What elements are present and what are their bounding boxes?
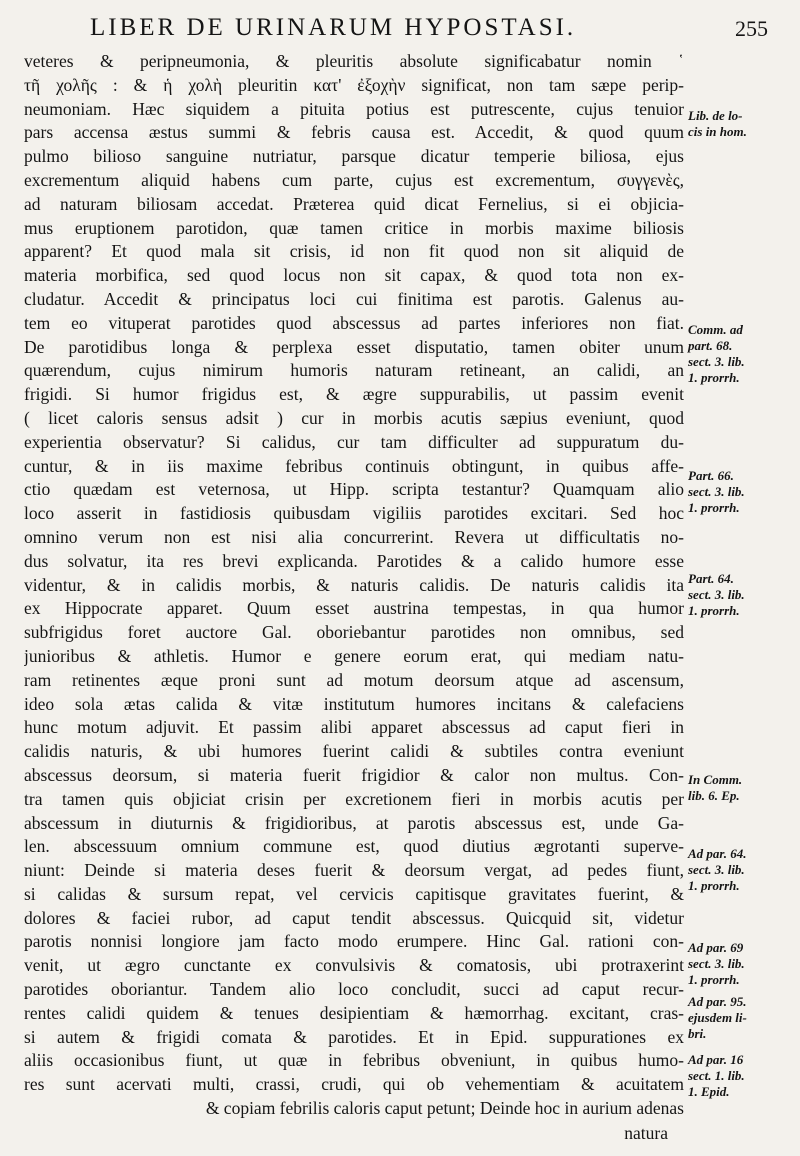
text-line: abscessum in diuturnis & frigidioribus, at parotis abscessus est, unde Ga-: [24, 812, 684, 833]
margin-note-line: 1. prorrh.: [688, 972, 740, 987]
text-line: si autem & frigidi comata & parotides. Et in Epid. suppurationes ex: [24, 1026, 684, 1047]
text-line: ideo sola ætas calida & vitæ institutum humores incitans & calefaciens: [24, 693, 684, 714]
margin-note-line: 1. Epid.: [688, 1084, 730, 1099]
margin-note-line: 1. prorrh.: [688, 370, 740, 385]
text-line: ( licet caloris sensus adsit ) cur in morbis acutis sæpius eveniunt, quod: [24, 407, 684, 428]
text-line: tra tamen quis objiciat crisin per excretionem fieri in morbis acutis per: [24, 788, 684, 809]
margin-note-line: Ad par. 16: [688, 1052, 744, 1067]
catchword: natura: [624, 1123, 668, 1143]
margin-note-line: In Comm.: [688, 772, 743, 787]
margin-note: [688, 571, 796, 619]
margin-note-line: 1. prorrh.: [688, 603, 740, 618]
margin-note-line: Part. 64.: [688, 571, 734, 586]
text-line: De parotidibus longa & perplexa esset disputatio, tamen obiter unum: [24, 336, 684, 357]
text-line: dolores & faciei rubor, ad caput tendit abscessus. Quicquid sit, videtur: [24, 907, 684, 928]
margin-note-line: sect. 3. lib.: [688, 354, 745, 369]
margin-note: [688, 108, 796, 140]
text-line: cludatur. Accedit & principatus loci cui finitima est parotis. Galenus au-: [24, 288, 684, 309]
text-line: subfrigidus foret auctore Gal. oboriebantur parotides non omnibus, sed: [24, 622, 684, 643]
text-line: pars accensa æstus summi & febris causa est. Accedit, & quod quum: [24, 122, 684, 143]
text-line: venit, ut ægro cunctante ex convulsivis & comatosis, ubi protraxerint: [24, 955, 684, 976]
margin-note-line: cis in hom.: [688, 124, 747, 139]
margin-note-line: 1. prorrh.: [688, 500, 740, 515]
margin-note-line: sect. 3. lib.: [688, 956, 745, 971]
margin-note-line: sect. 1. lib.: [688, 1068, 745, 1083]
margin-note: [688, 468, 796, 516]
margin-note-line: part. 68.: [688, 338, 733, 353]
margin-note-line: sect. 3. lib.: [688, 484, 745, 499]
body-text: [24, 50, 684, 1121]
margin-note: [688, 322, 796, 386]
text-line: excrementum aliquid habens cum parte, cujus est excrementum, συγγενὲς,: [24, 169, 684, 190]
text-line: calidis naturis, & ubi humores fuerint calidi & subtiles contra eveniunt: [24, 741, 684, 762]
margin-note-line: sect. 3. lib.: [688, 587, 745, 602]
text-line: abscessus deorsum, si materia fuerit frigidior & calor non multus. Con-: [24, 764, 684, 785]
text-line: frigidi. Si humor frigidus est, & ægre suppurabilis, ut passim evenit: [24, 384, 684, 405]
margin-note-line: 1. prorrh.: [688, 878, 740, 893]
text-line: ex Hippocrate apparet. Quum esset austrina tempestas, in qua humor: [24, 598, 684, 619]
margin-note-line: Ad par. 69: [688, 940, 744, 955]
margin-note-line: lib. 6. Ep.: [688, 788, 740, 803]
margin-note-line: bri.: [688, 1026, 707, 1041]
text-line: veteres & peripneumonia, & pleuritis absolute significabatur nomin ῾: [24, 51, 684, 71]
text-line: loco asserit in fastidiosis quibusdam vigiliis parotides excitari. Sed hoc: [24, 503, 684, 524]
text-line: experientia observatur? Si calidus, cur tam difficulter ad suppuratum du-: [24, 431, 684, 452]
text-line: mus eruptionem parotidon, quæ tamen critice in morbis maxime biliosis: [24, 217, 684, 238]
text-line: & copiam febrilis caloris caput petunt; Deinde hoc in aurium adenas: [205, 1098, 684, 1119]
text-line: τῆ χολῆς : & ἡ χολὴ pleuritin κατ' ἐξοχὴν significat, non tam sæpe perip-: [24, 74, 684, 95]
margin-note-line: Ad par. 95.: [688, 994, 747, 1009]
margin-note-line: Lib. de lo-: [688, 108, 743, 123]
margin-note: [688, 846, 796, 894]
text-line: dus solvatur, ita res brevi explicanda. Parotides & a calido humore esse: [24, 550, 684, 571]
text-line: parotis nonnisi longiore jam facto modo erumpere. Hinc Gal. rationi con-: [24, 931, 684, 952]
text-line: len. abscessuum omnium commune est, quod diutius ægrotanti superve-: [24, 836, 684, 857]
text-line: quærendum, cujus nimirum humoris naturam retineant, an calidi, an: [24, 360, 684, 381]
text-line: ctio quædam est veternosa, ut Hipp. scripta testantur? Quamquam alio: [24, 479, 684, 500]
margin-note: [688, 940, 796, 988]
margin-note-line: sect. 3. lib.: [688, 862, 745, 877]
running-head: LIBER DE URINARUM HYPOSTASI.: [90, 14, 577, 41]
text-line: hunc motum adjuvit. Et passim alibi apparet abscessus ad caput fieri in: [24, 717, 684, 738]
text-line: neumoniam. Hæc siquidem a pituita potius est putrescente, cujus tenuior: [24, 98, 684, 119]
margin-note: [688, 772, 796, 804]
text-line: videntur, & in calidis morbis, & naturis calidis. De naturis calidis ita: [24, 574, 684, 595]
margin-note: [688, 994, 796, 1042]
text-line: pulmo bilioso sanguine nutriatur, parsque dicatur temperie biliosa, ejus: [24, 146, 684, 167]
margin-note-line: Ad par. 64.: [688, 846, 747, 861]
text-line: tem eo vituperat parotides quod abscessus ad partes inferiores non fiat.: [24, 312, 684, 333]
text-line: junioribus & athletis. Humor e genere eorum erat, qui mediam natu-: [24, 645, 684, 666]
text-line: ram retinentes æque proni sunt ad motum deorsum atque ad ascensum,: [24, 669, 684, 690]
margin-note-line: Part. 66.: [688, 468, 734, 483]
text-line: niunt: Deinde si materia deses fuerit & deorsum vergat, ad pedes fiunt,: [24, 860, 684, 881]
text-line: aliis occasionibus fiunt, ut quæ in febribus obveniunt, in quibus humo-: [24, 1050, 684, 1071]
margin-note-line: ejusdem li-: [688, 1010, 747, 1025]
text-line: materia morbifica, sed quod locus non sit capax, & quod tota non ex-: [24, 265, 684, 286]
text-line: omnino verum non est nisi alia concurrerint. Revera ut difficultatis no-: [24, 526, 684, 547]
text-line: cuntur, & in iis maxime febribus continuis obtingunt, in quibus affe-: [24, 455, 684, 476]
margin-note-line: Comm. ad: [688, 322, 743, 337]
margin-note: [688, 1052, 796, 1100]
text-line: apparent? Et quod mala sit crisis, id non fit quod non sit aliquid de: [24, 241, 684, 262]
text-line: parotides oboriantur. Tandem alio loco concludit, succi ad caput recur-: [24, 979, 684, 1000]
text-line: res sunt acervati multi, crassi, crudi, qui ob vehementiam & acuitatem: [24, 1074, 684, 1095]
page-number: 255: [735, 16, 768, 41]
text-line: ad naturam biliosam accedat. Præterea quid dicat Fernelius, si ei objicia-: [24, 193, 684, 214]
text-line: rentes calidi quidem & tenues desipientiam & hæmorrhag. excitant, cras-: [24, 1002, 684, 1023]
text-line: si calidas & sursum repat, vel cervicis capitisque gravitates fuerint, &: [24, 883, 684, 904]
